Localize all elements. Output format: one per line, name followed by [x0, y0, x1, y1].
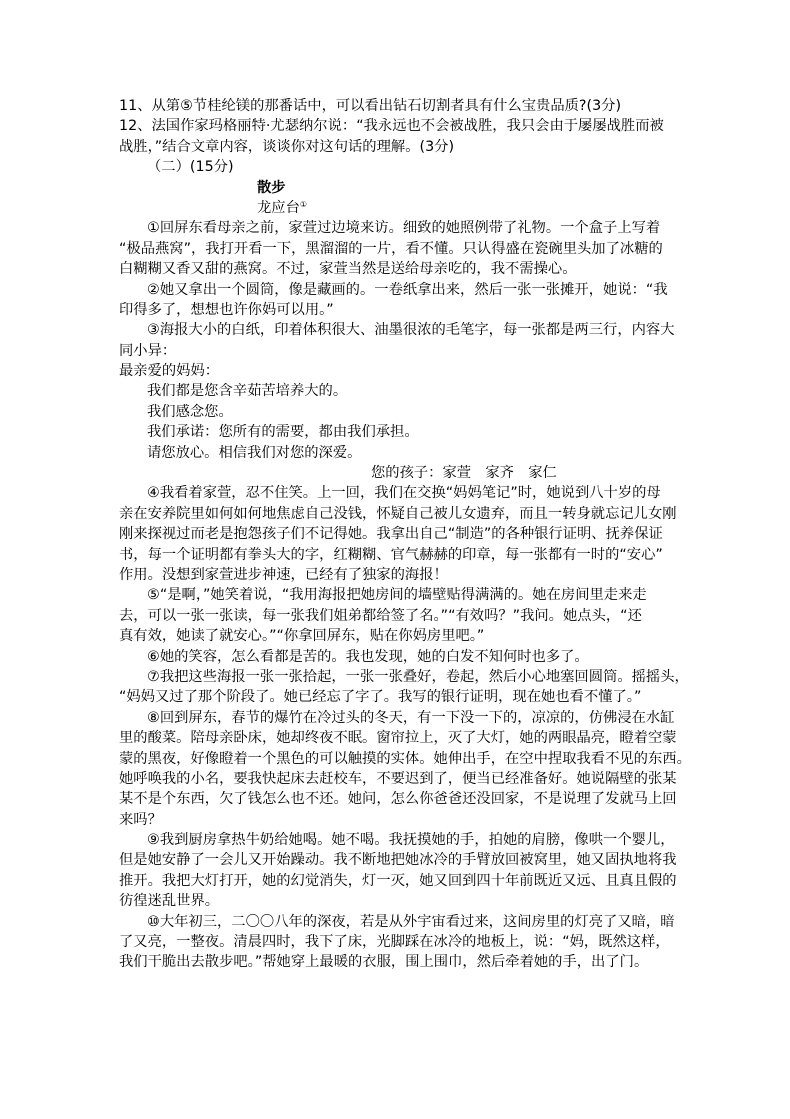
text-line: 彷徨迷乱世界。	[119, 893, 220, 910]
paragraph	[119, 667, 689, 708]
text-line: 去，可以一张一张读，每一张我们姐弟都给签了名。”“有效吗？”我问。她点头，“还	[119, 607, 642, 624]
text-line: 白糊糊又香又甜的燕窝。不过，家萱当然是送给母亲吃的，我不需操心。	[119, 261, 577, 278]
poster-line: 我们感念您。	[147, 403, 233, 420]
article-author	[119, 198, 689, 218]
article-title: 散步	[257, 179, 286, 196]
text-line: “妈妈又过了那个阶段了。她已经忘了字了。我写的银行证明，现在她也看不懂了。”	[119, 689, 642, 706]
text-line: ⑨我到厨房拿热牛奶给她喝。她不喝。我抚摸她的手，拍她的肩膀，像哄一个婴儿，	[147, 832, 675, 849]
poster-salutation: 最亲爱的妈妈：	[119, 363, 220, 380]
question-11	[119, 96, 689, 116]
text-line: 同小异：	[119, 342, 177, 359]
paragraphs-4-10	[119, 483, 689, 972]
poster-line: 请您放心。相信我们对您的深爱。	[147, 444, 362, 461]
paragraph	[119, 585, 689, 646]
poster-signature: 您的孩子：家萱 家齐 家仁	[371, 465, 557, 482]
paragraph	[119, 912, 689, 973]
paragraph	[119, 320, 689, 361]
text-line: 作用。没想到家萱进步神速，已经有了独家的海报！	[119, 566, 448, 583]
text-line: 12、法国作家玛格丽特·尤瑟纳尔说：“我永远也不会被战胜，我只会由于屡屡战胜而被	[119, 118, 664, 135]
text-line: 刚来探视过而老是抱怨孩子们不记得她。我拿出自己“制造”的各种银行证明、抚养保证	[119, 526, 663, 543]
text-line: 她呼唤我的小名，要我快起床去赶校车，不要迟到了，便当已经准备好。她说隔壁的张某	[119, 770, 677, 787]
text-line: 亲在安养院里如何如何地焦虑自己没钱，怀疑自己被儿女遗弃，而且一转身就忘记儿女刚	[119, 505, 677, 522]
text-line: 书，每一个证明都有拳头大的字，红糊糊、官气赫赫的印章，每一张都有一时的“安心”	[119, 546, 663, 563]
author-name: 龙应台	[257, 199, 300, 216]
text-line: 战胜，”结合文章内容，谈谈你对这句话的理解。(3分)	[119, 138, 455, 155]
text-line: 里的酸菜。陪母亲卧床，她却终夜不眠。窗帘拉上，灭了大灯，她的两眼晶亮，瞪着空蒙	[119, 730, 677, 747]
poster-line: 我们承诺：您所有的需要，都由我们承担。	[147, 424, 419, 441]
text-line: ②她又拿出一个圆筒，像是藏画的。一卷纸拿出来，然后一张一张摊开，她说：“我	[147, 281, 668, 298]
paragraph	[119, 647, 689, 667]
text-line: 蒙的黑夜，好像瞪着一个黑色的可以触摸的实体。她伸出手，在空中捏取我看不见的东西。	[119, 750, 691, 767]
text-line: 真有效，她读了就安心。”“你拿回屏东，贴在你妈房里吧。”	[119, 628, 485, 645]
text-line: ⑦我把这些海报一张一张拾起，一张一张叠好，卷起，然后小心地塞回圆筒。摇摇头，	[147, 668, 689, 685]
text-line: 推开。我把大灯打开，她的幻觉消失，灯一灭，她又回到四十年前既近又远、且真且假的	[119, 872, 677, 889]
poster-text	[119, 361, 689, 483]
text-line: 11、从第⑤节桂纶镁的那番话中，可以看出钻石切割者具有什么宝贵品质?(3分)	[119, 98, 622, 114]
text-line: ③海报大小的白纸，印着体积很大、油墨很浓的毛笔字，每一张都是两三行，内容大	[147, 322, 675, 339]
text-line: ①回屏东看母亲之前，家萱过边境来访。细致的她照例带了礼物。一个盒子上写着	[147, 220, 661, 237]
text-line: 但是她安静了一会儿又开始躁动。我不断地把她冰冷的手臂放回被窝里，她又固执地将我	[119, 852, 677, 869]
document-page	[119, 96, 689, 973]
paragraph	[119, 483, 689, 585]
text-line: 印得多了，想想也许你妈可以用。”	[119, 301, 334, 318]
paragraph	[119, 830, 689, 912]
text-line: ⑩大年初三，二〇〇八年的深夜，若是从外宇宙看过来，这间房里的灯亮了又暗，暗	[147, 913, 675, 930]
text-line: ⑧回到屏东，春节的爆竹在冷过头的冬天，有一下没一下的，凉凉的，仿佛浸在水缸	[147, 709, 675, 726]
paragraph	[119, 280, 689, 321]
text-line: ⑤“是啊，”她笑着说，“我用海报把她房间的墙壁贴得满满的。她在房间里走来走	[147, 587, 647, 604]
paragraphs-1-3	[119, 218, 689, 361]
text-line: “极品燕窝”，我打开看一下，黑溜溜的一片，看不懂。只认得盛在瓷碗里头加了冰糖的	[119, 240, 663, 257]
paragraph	[119, 218, 689, 279]
text-line: ⑥她的笑容，怎么看都是苦的。我也发现，她的白发不知何时也多了。	[147, 648, 589, 665]
paragraph	[119, 708, 689, 830]
text-line: 我们干脆出去散步吧。”帮她穿上最暖的衣服，围上围巾，然后牵着她的手，出了门。	[119, 954, 649, 971]
question-12	[119, 116, 689, 157]
text-line: ④我看着家萱，忍不住笑。上一回，我们在交换“妈妈笔记”时，她说到八十岁的母	[147, 485, 661, 502]
footnote-marker: ①	[299, 199, 308, 209]
section-heading: （二）(15分)	[147, 159, 234, 176]
text-line: 了又亮，一整夜。清晨四时，我下了床，光脚踩在冰冷的地板上，说：“妈，既然这样，	[119, 934, 670, 951]
poster-line: 我们都是您含辛茹苦培养大的。	[147, 383, 348, 400]
text-line: 某不是个东西，欠了钱怎么也不还。她问，怎么你爸爸还没回家，不是说理了发就马上回	[119, 791, 677, 808]
text-line: 来吗？	[119, 811, 162, 828]
